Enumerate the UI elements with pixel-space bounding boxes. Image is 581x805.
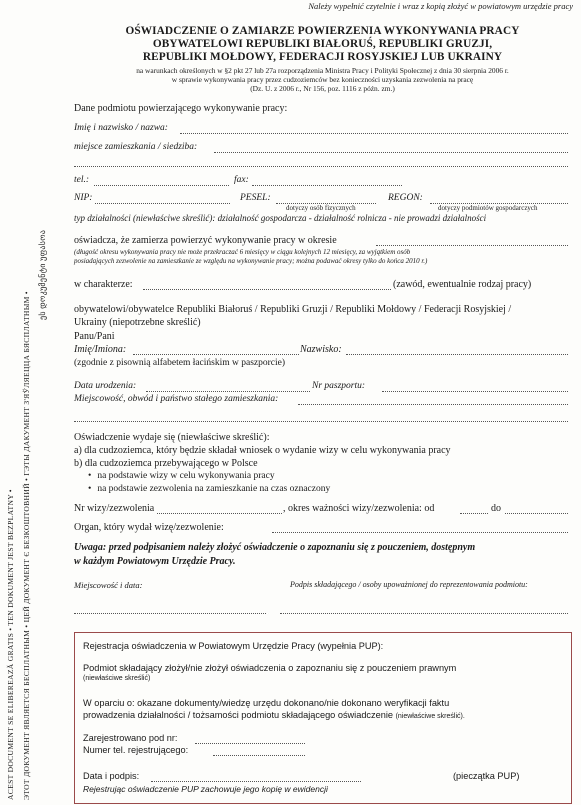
character-label: w charakterze:	[74, 279, 133, 290]
first-name-label: Imię/Imiona:	[74, 344, 127, 355]
period-field[interactable]	[376, 244, 568, 246]
fax-label: fax:	[234, 175, 249, 185]
side-free-document-strip	[0, 0, 54, 805]
visa-number-field[interactable]	[157, 512, 282, 514]
organ-field[interactable]	[272, 531, 568, 533]
warning-line-1: Uwaga: przed podpisaniem należy złożyć oświadczenie o zapoznaniu się z pouczeniem, dostępnym	[74, 542, 476, 553]
pup-reg-no-label: Zarejestrowano pod nr:	[83, 733, 178, 743]
visa-validity-label: , okres ważności wizy/zezwolenia: od	[283, 503, 435, 514]
place-date-label: Miejscowość i data:	[74, 580, 143, 590]
employer-name-field[interactable]	[180, 132, 568, 134]
tel-field[interactable]	[94, 184, 229, 186]
organ-label: Organ, który wydał wizę/zezwolenie:	[74, 522, 224, 533]
form-title	[70, 25, 575, 93]
citizenship-line-1: obywatelowi/obywatelce Republiki Białoruś / Republiki Gruzji / Republiki Mołdowy / Federacji Rosyjskiej /	[74, 304, 512, 315]
option-b[interactable]: b) dla cudzoziemca przebywającego w Polsce	[74, 458, 258, 469]
employer-name-label: Imię i nazwisko / nazwa:	[74, 123, 168, 133]
period-label: oświadcza, że zamierza powierzyć wykonywanie pracy w okresie	[74, 235, 337, 246]
warning-line-2: w każdym Powiatowym Urzędzie Pracy.	[74, 556, 236, 567]
pesel-note: dotyczy osób fizycznych	[286, 204, 356, 212]
regon-note: dotyczy podmiotów gospodarczych	[438, 204, 538, 212]
pup-reg-tel-field[interactable]	[213, 754, 305, 756]
panu-pani: Panu/Pani	[74, 331, 115, 342]
title-line-3: REPUBLIKI MOŁDOWY, FEDERACJI ROSYJSKIEJ LUB UKRAINY	[142, 51, 503, 63]
employer-address-label: miejsce zamieszkania / siedziba:	[74, 142, 198, 152]
first-name-field[interactable]	[133, 353, 299, 355]
period-note-2: posiadających zezwolenie na zamieszkanie ze względu na wykonywanie pracy; można podawać okresy tylko do końca 2010 r.)	[74, 257, 428, 265]
residence-field-2[interactable]	[74, 420, 568, 422]
pup-copy-note: Rejestrując oświadczenie PUP zachowuje jego kopię w ewidencji	[83, 784, 328, 794]
validity-from-field[interactable]	[460, 512, 488, 514]
tel-label: tel.:	[74, 175, 90, 185]
side-text-3: ეს დოკუმენტი უფასოა	[38, 229, 47, 320]
citizenship-line-2: Ukrainy (niepotrzebne skreślić)	[74, 317, 201, 328]
signature-label: Podpis składającego / osoby upoważnionej do reprezentowania podmiotu:	[290, 580, 528, 589]
character-field[interactable]	[143, 288, 391, 290]
validity-to-label: do	[491, 503, 501, 514]
employer-address-field-2[interactable]	[74, 165, 568, 167]
pup-line-2: W oparciu o: okazane dokumenty/wiedzę urzędu dokonano/nie dokonano weryfikacji faktu	[83, 698, 450, 708]
nip-field[interactable]	[95, 202, 230, 204]
pup-line-3-text: prowadzenia działalności / tożsamości podmiotu składającego oświadczenie	[83, 710, 393, 720]
option-a[interactable]: a) dla cudzoziemca, który będzie składał wniosek o wydanie wizy w celu wykonywania pracy	[74, 445, 451, 456]
period-note-1: (długość okresu wykonywania pracy nie może przekraczać 6 miesięcy w ciągu kolejnych 12 miesięcy, za wyjątkiem osób	[74, 248, 411, 256]
fax-field[interactable]	[252, 184, 402, 186]
pup-registration-box	[74, 632, 572, 804]
latin-note: (zgodnie z pisownią alfabetem łacińskim w paszporcie)	[74, 358, 286, 368]
option-b2[interactable]: • na podstawie zezwolenia na zamieszkanie na czas oznaczony	[88, 484, 330, 494]
residence-label: Miejscowość, obwód i państwo stałego zamieszkania:	[74, 394, 279, 404]
place-date-field[interactable]	[74, 612, 266, 614]
pup-date-sign-field[interactable]	[151, 780, 361, 782]
option-b1[interactable]: • na podstawie wizy w celu wykonywania pracy	[88, 471, 275, 481]
pesel-label: PESEL:	[240, 193, 271, 203]
passport-label: Nr paszportu:	[312, 381, 366, 391]
surname-label: Nazwisko:	[300, 344, 342, 355]
signature-field[interactable]	[280, 612, 568, 614]
residence-field[interactable]	[298, 403, 568, 405]
title-line-1: OŚWIADCZENIE O ZAMIARZE POWIERZENIA WYKONYWANIA PRACY	[125, 25, 520, 37]
pup-line-3	[83, 710, 465, 720]
title-line-2: OBYWATELOWI REPUBLIKI BIAŁORUŚ, REPUBLIKI GRUZJI,	[152, 38, 493, 50]
pup-line-1: Podmiot składający złożył/nie złożył oświadczenia o zapoznaniu się z pouczeniem prawnym	[83, 663, 457, 673]
regon-label: REGON:	[388, 193, 423, 203]
pup-reg-no-field[interactable]	[195, 742, 305, 744]
visa-number-label: Nr wizy/zezwolenia	[74, 503, 155, 514]
validity-to-field[interactable]	[505, 512, 568, 514]
birth-date-field[interactable]	[146, 390, 310, 392]
pup-reg-tel-label: Numer tel. rejestrującego:	[83, 745, 189, 755]
employer-heading: Dane podmiotu powierzającego wykonywanie pracy:	[74, 103, 288, 114]
passport-field[interactable]	[382, 390, 568, 392]
pup-line-3-note: (niewłaściwe skreślić).	[395, 713, 465, 720]
surname-field[interactable]	[346, 353, 568, 355]
pup-heading: Rejestracja oświadczenia w Powiatowym Urzędzie Pracy (wypełnia PUP):	[83, 641, 384, 651]
character-note: (zawód, ewentualnie rodzaj pracy)	[393, 279, 532, 290]
title-legal-basis-3: (Dz. U. z 2006 r., Nr 156, poz. 1116 z późn. zm.)	[250, 84, 395, 93]
top-instruction-note: Należy wypełnić czytelnie i wraz z kopią złożyć w powiatowym urzędzie pracy	[308, 1, 573, 11]
pup-stamp-label: (pieczątka PUP)	[453, 771, 520, 781]
nip-label: NIP:	[74, 193, 93, 203]
side-text-1: ACEST DOCUMENT SE ELIBEREAZĂ GRATIS • TEN DOKUMENT JEST BEZPLATNY •	[6, 489, 15, 800]
side-text-2: ЭТОТ ДОКУМЕНТ ЯВЛЯЕТСЯ БЕСПЛАТНЫМ • ЦЕЙ ДОКУМЕНТ Є БЕЗКОШТОВНИЙ • ГЭТЫ ДАКУМЕНТ З'ЯЎЛЯЕЦЦА БЯСПЛАТНЫМ •	[22, 291, 31, 800]
employer-address-field[interactable]	[214, 151, 568, 153]
birth-date-label: Data urodzenia:	[74, 381, 137, 391]
title-legal-basis-2: w sprawie wykonywania pracy przez cudzoziemców bez konieczności uzyskania zezwolenia na pracę	[171, 75, 474, 84]
title-legal-basis-1: na warunkach określonych w §2 pkt 27 lub 27a rozporządzenia Ministra Pracy i Polityki Społecznej z dnia 30 sierpnia 2006 r.	[136, 66, 509, 75]
applies-heading: Oświadczenie wydaje się (niewłaściwe skreślić):	[74, 432, 270, 443]
activity-type: typ działalności (niewłaściwe skreślić): działalność gospodarcza - działalność rolnicza - nie prowadzi działalności	[74, 213, 487, 223]
pup-line-1-note: (niewłaściwe skreślić)	[83, 675, 151, 682]
pup-date-sign-label: Data i podpis:	[83, 771, 140, 781]
